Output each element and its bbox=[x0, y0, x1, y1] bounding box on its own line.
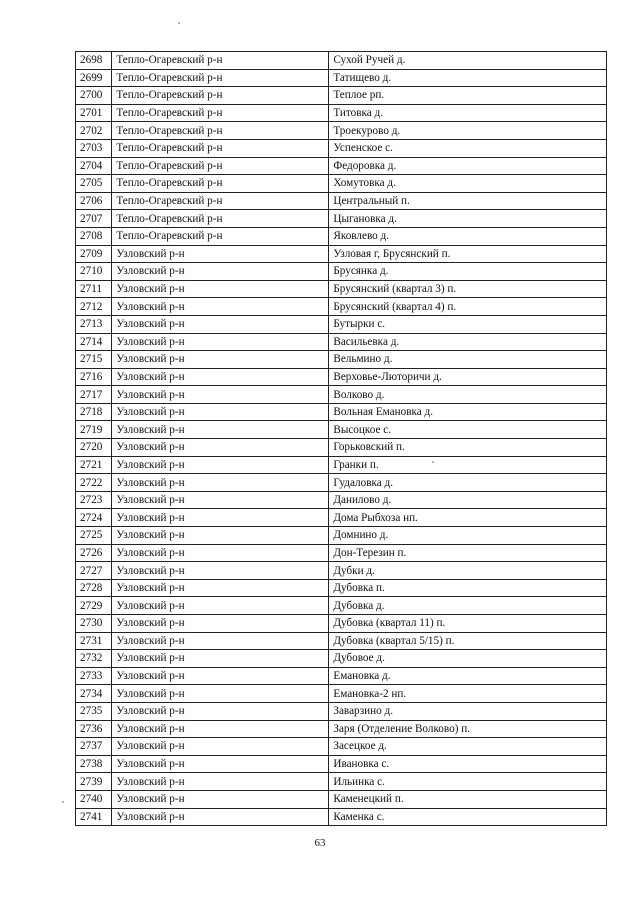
locality-cell: Высоцкое с. bbox=[329, 421, 607, 439]
row-number-cell: 2711 bbox=[76, 280, 112, 298]
locality-cell: Горьковский п. bbox=[329, 439, 607, 457]
table-row bbox=[76, 351, 607, 369]
table-row bbox=[76, 69, 607, 87]
row-number-cell: 2726 bbox=[76, 544, 112, 562]
locality-cell: Заря (Отделение Волково) п. bbox=[329, 720, 607, 738]
district-cell: Узловский р-н bbox=[112, 667, 329, 685]
row-number-cell: 2710 bbox=[76, 263, 112, 281]
district-cell: Тепло-Огаревский р-н bbox=[112, 52, 329, 70]
locality-cell: Татищево д. bbox=[329, 69, 607, 87]
row-number-cell: 2724 bbox=[76, 509, 112, 527]
district-cell: Узловский р-н bbox=[112, 298, 329, 316]
locality-cell: Вольная Емановка д. bbox=[329, 403, 607, 421]
table-row bbox=[76, 104, 607, 122]
locality-cell: Федоровка д. bbox=[329, 157, 607, 175]
locality-cell: Хомутовка д. bbox=[329, 175, 607, 193]
row-number-cell: 2700 bbox=[76, 87, 112, 105]
row-number-cell: 2732 bbox=[76, 650, 112, 668]
district-cell: Узловский р-н bbox=[112, 456, 329, 474]
district-cell: Узловский р-н bbox=[112, 597, 329, 615]
district-cell: Узловский р-н bbox=[112, 245, 329, 263]
table-row bbox=[76, 562, 607, 580]
table-row bbox=[76, 87, 607, 105]
row-number-cell: 2717 bbox=[76, 386, 112, 404]
row-number-cell: 2708 bbox=[76, 227, 112, 245]
table-row bbox=[76, 175, 607, 193]
locality-cell: Сухой Ручей д. bbox=[329, 52, 607, 70]
table-row bbox=[76, 738, 607, 756]
district-cell: Тепло-Огаревский р-н bbox=[112, 175, 329, 193]
table-row bbox=[76, 720, 607, 738]
row-number-cell: 2698 bbox=[76, 52, 112, 70]
row-number-cell: 2714 bbox=[76, 333, 112, 351]
district-cell: Узловский р-н bbox=[112, 509, 329, 527]
district-cell: Узловский р-н bbox=[112, 755, 329, 773]
district-cell: Узловский р-н bbox=[112, 738, 329, 756]
district-cell: Тепло-Огаревский р-н bbox=[112, 157, 329, 175]
row-number-cell: 2713 bbox=[76, 315, 112, 333]
locality-table-container bbox=[75, 51, 607, 826]
locality-cell: Каменка с. bbox=[329, 808, 607, 826]
district-cell: Тепло-Огаревский р-н bbox=[112, 69, 329, 87]
locality-cell: Дома Рыбхоза нп. bbox=[329, 509, 607, 527]
table-row bbox=[76, 386, 607, 404]
district-cell: Узловский р-н bbox=[112, 615, 329, 633]
row-number-cell: 2699 bbox=[76, 69, 112, 87]
locality-table-body bbox=[76, 52, 607, 826]
scan-speck bbox=[62, 801, 64, 803]
district-cell: Узловский р-н bbox=[112, 386, 329, 404]
locality-cell: Брусянка д. bbox=[329, 263, 607, 281]
row-number-cell: 2738 bbox=[76, 755, 112, 773]
locality-cell: Емановка-2 нп. bbox=[329, 685, 607, 703]
row-number-cell: 2722 bbox=[76, 474, 112, 492]
locality-cell: Троекурово д. bbox=[329, 122, 607, 140]
locality-cell: Узловая г, Брусянский п. bbox=[329, 245, 607, 263]
district-cell: Тепло-Огаревский р-н bbox=[112, 192, 329, 210]
district-cell: Узловский р-н bbox=[112, 491, 329, 509]
district-cell: Узловский р-н bbox=[112, 790, 329, 808]
locality-cell: Ивановка с. bbox=[329, 755, 607, 773]
row-number-cell: 2706 bbox=[76, 192, 112, 210]
locality-cell: Гудаловка д. bbox=[329, 474, 607, 492]
row-number-cell: 2712 bbox=[76, 298, 112, 316]
table-row bbox=[76, 491, 607, 509]
table-row bbox=[76, 685, 607, 703]
row-number-cell: 2716 bbox=[76, 368, 112, 386]
row-number-cell: 2720 bbox=[76, 439, 112, 457]
table-row bbox=[76, 298, 607, 316]
district-cell: Узловский р-н bbox=[112, 773, 329, 791]
table-row bbox=[76, 280, 607, 298]
locality-table bbox=[75, 51, 607, 826]
table-row bbox=[76, 139, 607, 157]
district-cell: Узловский р-н bbox=[112, 439, 329, 457]
locality-cell: Яковлево д. bbox=[329, 227, 607, 245]
district-cell: Тепло-Огаревский р-н bbox=[112, 227, 329, 245]
table-row bbox=[76, 527, 607, 545]
district-cell: Узловский р-н bbox=[112, 720, 329, 738]
table-row bbox=[76, 509, 607, 527]
district-cell: Узловский р-н bbox=[112, 808, 329, 826]
locality-cell: Успенское с. bbox=[329, 139, 607, 157]
district-cell: Тепло-Огаревский р-н bbox=[112, 139, 329, 157]
row-number-cell: 2740 bbox=[76, 790, 112, 808]
district-cell: Узловский р-н bbox=[112, 632, 329, 650]
table-row bbox=[76, 421, 607, 439]
locality-cell: Засецкое д. bbox=[329, 738, 607, 756]
locality-cell: Дон-Терезин п. bbox=[329, 544, 607, 562]
row-number-cell: 2736 bbox=[76, 720, 112, 738]
table-row bbox=[76, 755, 607, 773]
district-cell: Узловский р-н bbox=[112, 351, 329, 369]
row-number-cell: 2734 bbox=[76, 685, 112, 703]
locality-cell: Дубовка п. bbox=[329, 579, 607, 597]
row-number-cell: 2719 bbox=[76, 421, 112, 439]
locality-cell: Дубки д. bbox=[329, 562, 607, 580]
row-number-cell: 2709 bbox=[76, 245, 112, 263]
table-row bbox=[76, 263, 607, 281]
row-number-cell: 2727 bbox=[76, 562, 112, 580]
table-row bbox=[76, 808, 607, 826]
row-number-cell: 2735 bbox=[76, 702, 112, 720]
locality-cell: Вельмино д. bbox=[329, 351, 607, 369]
district-cell: Узловский р-н bbox=[112, 527, 329, 545]
locality-cell: Брусянский (квартал 4) п. bbox=[329, 298, 607, 316]
table-row bbox=[76, 456, 607, 474]
row-number-cell: 2718 bbox=[76, 403, 112, 421]
row-number-cell: 2721 bbox=[76, 456, 112, 474]
row-number-cell: 2705 bbox=[76, 175, 112, 193]
district-cell: Тепло-Огаревский р-н bbox=[112, 87, 329, 105]
locality-cell: Волково д. bbox=[329, 386, 607, 404]
table-row bbox=[76, 122, 607, 140]
row-number-cell: 2733 bbox=[76, 667, 112, 685]
district-cell: Узловский р-н bbox=[112, 280, 329, 298]
district-cell: Узловский р-н bbox=[112, 650, 329, 668]
district-cell: Тепло-Огаревский р-н bbox=[112, 122, 329, 140]
locality-cell: Ильинка с. bbox=[329, 773, 607, 791]
locality-cell: Домнино д. bbox=[329, 527, 607, 545]
locality-cell: Дубовка (квартал 11) п. bbox=[329, 615, 607, 633]
locality-cell: Дубовое д. bbox=[329, 650, 607, 668]
row-number-cell: 2739 bbox=[76, 773, 112, 791]
district-cell: Узловский р-н bbox=[112, 263, 329, 281]
row-number-cell: 2737 bbox=[76, 738, 112, 756]
row-number-cell: 2729 bbox=[76, 597, 112, 615]
table-row bbox=[76, 315, 607, 333]
table-row bbox=[76, 333, 607, 351]
table-row bbox=[76, 368, 607, 386]
table-row bbox=[76, 227, 607, 245]
row-number-cell: 2725 bbox=[76, 527, 112, 545]
locality-cell: Гранки п. bbox=[329, 456, 607, 474]
row-number-cell: 2703 bbox=[76, 139, 112, 157]
district-cell: Узловский р-н bbox=[112, 562, 329, 580]
row-number-cell: 2702 bbox=[76, 122, 112, 140]
table-row bbox=[76, 52, 607, 70]
district-cell: Тепло-Огаревский р-н bbox=[112, 210, 329, 228]
district-cell: Узловский р-н bbox=[112, 333, 329, 351]
locality-cell: Цыгановка д. bbox=[329, 210, 607, 228]
locality-cell: Верховье-Люторичи д. bbox=[329, 368, 607, 386]
locality-cell: Дубовка (квартал 5/15) п. bbox=[329, 632, 607, 650]
district-cell: Узловский р-н bbox=[112, 421, 329, 439]
table-row bbox=[76, 439, 607, 457]
row-number-cell: 2728 bbox=[76, 579, 112, 597]
district-cell: Узловский р-н bbox=[112, 685, 329, 703]
table-row bbox=[76, 773, 607, 791]
page-number: 63 bbox=[314, 837, 326, 849]
district-cell: Узловский р-н bbox=[112, 702, 329, 720]
table-row bbox=[76, 615, 607, 633]
row-number-cell: 2704 bbox=[76, 157, 112, 175]
locality-cell: Центральный п. bbox=[329, 192, 607, 210]
table-row bbox=[76, 544, 607, 562]
table-row bbox=[76, 210, 607, 228]
district-cell: Узловский р-н bbox=[112, 368, 329, 386]
row-number-cell: 2731 bbox=[76, 632, 112, 650]
locality-cell: Титовка д. bbox=[329, 104, 607, 122]
district-cell: Узловский р-н bbox=[112, 544, 329, 562]
locality-cell: Брусянский (квартал 3) п. bbox=[329, 280, 607, 298]
locality-cell: Теплое рп. bbox=[329, 87, 607, 105]
table-row bbox=[76, 245, 607, 263]
table-row bbox=[76, 474, 607, 492]
district-cell: Узловский р-н bbox=[112, 579, 329, 597]
row-number-cell: 2741 bbox=[76, 808, 112, 826]
table-row bbox=[76, 157, 607, 175]
table-row bbox=[76, 790, 607, 808]
table-row bbox=[76, 650, 607, 668]
district-cell: Узловский р-н bbox=[112, 474, 329, 492]
row-number-cell: 2730 bbox=[76, 615, 112, 633]
locality-cell: Васильевка д. bbox=[329, 333, 607, 351]
row-number-cell: 2707 bbox=[76, 210, 112, 228]
table-row bbox=[76, 632, 607, 650]
table-row bbox=[76, 579, 607, 597]
district-cell: Узловский р-н bbox=[112, 315, 329, 333]
scan-speck bbox=[178, 22, 180, 24]
locality-cell: Заварзино д. bbox=[329, 702, 607, 720]
table-row bbox=[76, 403, 607, 421]
row-number-cell: 2723 bbox=[76, 491, 112, 509]
locality-cell: Дубовка д. bbox=[329, 597, 607, 615]
table-row bbox=[76, 702, 607, 720]
locality-cell: Каменецкий п. bbox=[329, 790, 607, 808]
table-row bbox=[76, 597, 607, 615]
locality-cell: Емановка д. bbox=[329, 667, 607, 685]
locality-cell: Бутырки с. bbox=[329, 315, 607, 333]
row-number-cell: 2715 bbox=[76, 351, 112, 369]
district-cell: Тепло-Огаревский р-н bbox=[112, 104, 329, 122]
table-row bbox=[76, 192, 607, 210]
district-cell: Узловский р-н bbox=[112, 403, 329, 421]
row-number-cell: 2701 bbox=[76, 104, 112, 122]
locality-cell: Данилово д. bbox=[329, 491, 607, 509]
table-row bbox=[76, 667, 607, 685]
